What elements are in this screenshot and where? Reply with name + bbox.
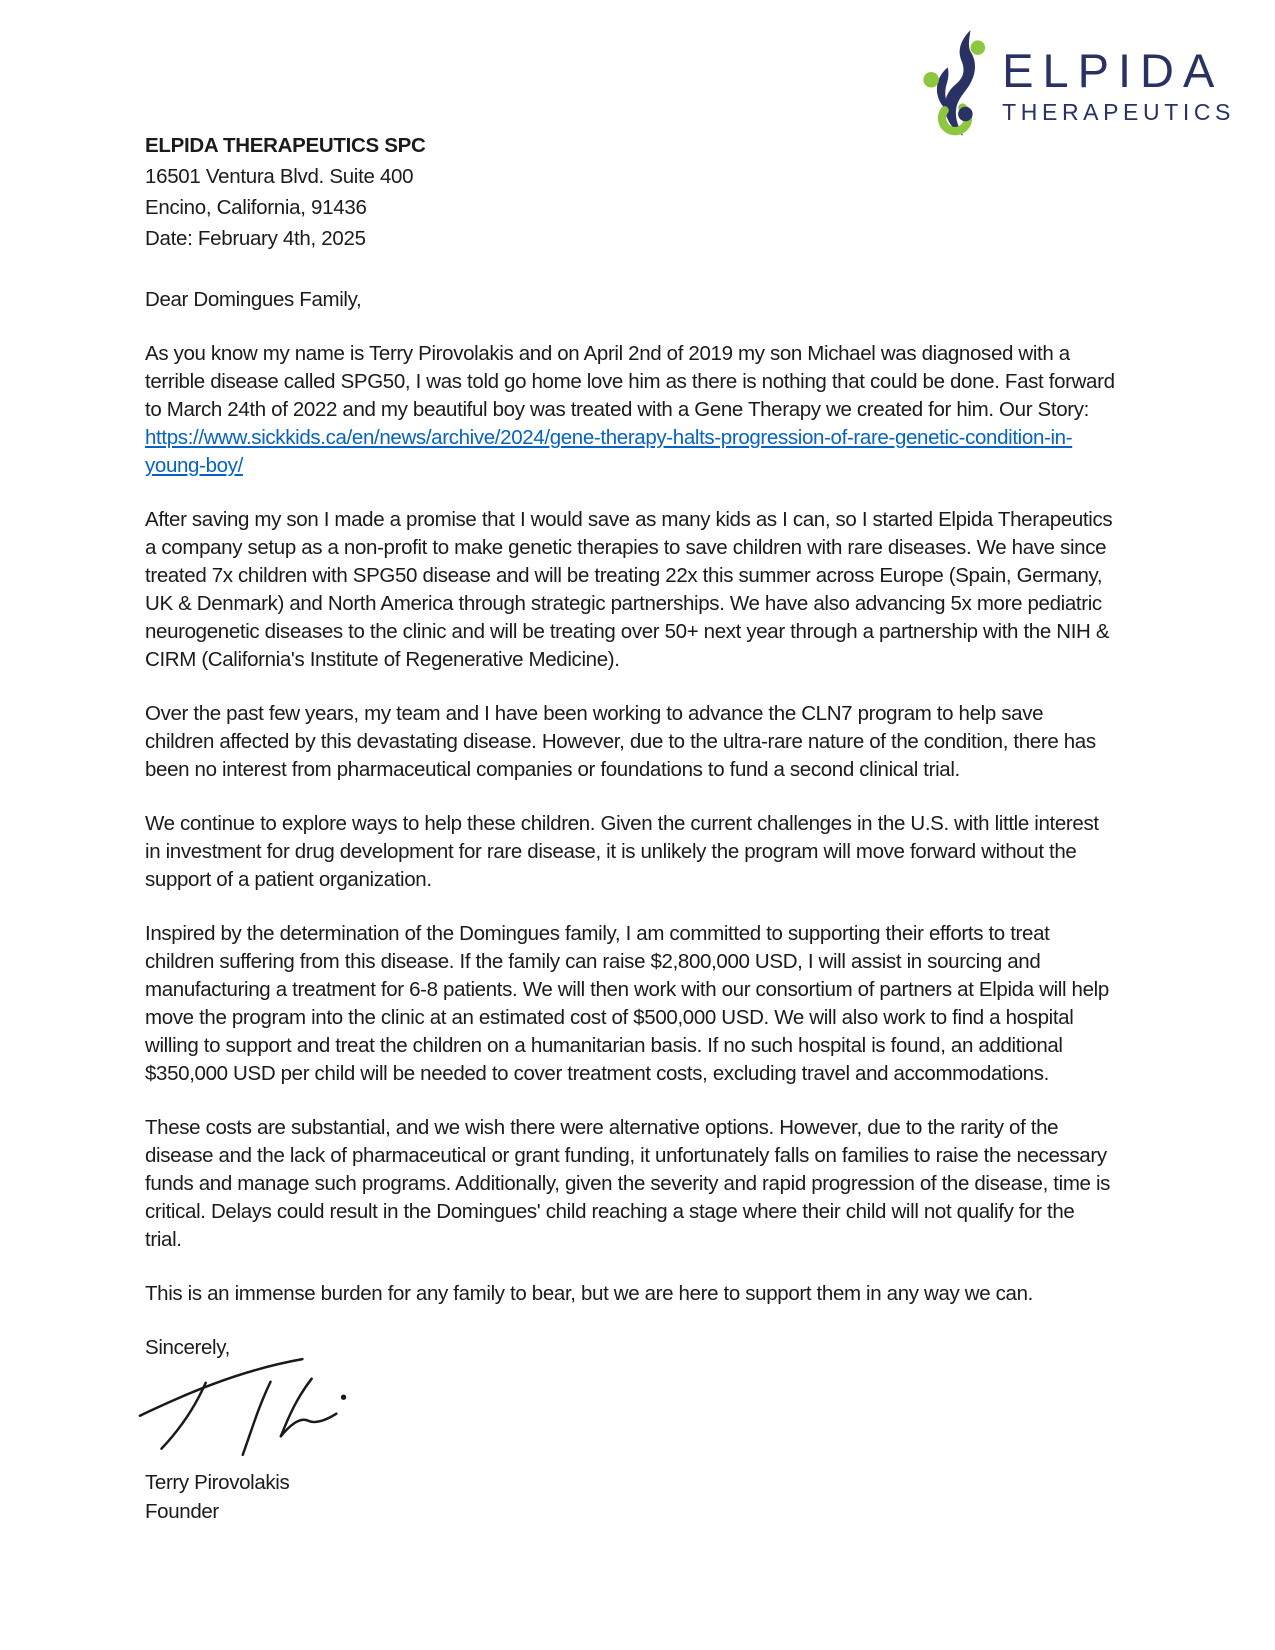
- paragraph-elpida-mission: After saving my son I made a promise that I would save as many kids as I can, so I started Elpida Therapeutics a company setup as a non-profit to make genetic therapies to save children with rare diseases. We have since treated 7x children with SPG50 disease and will be treating 22x this summer across Europe (Spain, Germany, UK & Denmark) and North America through strategic partnerships. We have also advancing 5x more pediatric neurogenetic diseases to the clinic and will be treating over 50+ next year through a partnership with the NIH & CIRM (California's Institute of Regenerative Medicine).: [145, 508, 1113, 671]
- logo-text: [1002, 46, 1235, 126]
- signer-title: Founder: [145, 1500, 219, 1523]
- logo-tagline: THERAPEUTICS: [1002, 99, 1235, 125]
- signer-name: Terry Pirovolakis: [145, 1471, 290, 1494]
- paragraph-support: This is an immense burden for any family to bear, but we are here to support them in any way we can.: [145, 1282, 1033, 1305]
- salutation: Dear Domingues Family,: [145, 288, 362, 311]
- signature-block: [145, 1468, 1115, 1526]
- sender-address-line2: Encino, California, 91436: [145, 196, 367, 219]
- letter-body: [145, 286, 1115, 1526]
- letter-date: Date: February 4th, 2025: [145, 227, 366, 250]
- sender-company: ELPIDA THERAPEUTICS SPC: [145, 134, 426, 157]
- handwritten-signature: [133, 1354, 443, 1462]
- closing: Sincerely,: [145, 1336, 230, 1359]
- our-story-link[interactable]: https://www.sickkids.ca/en/news/archive/2024/gene-therapy-halts-progression-of-rare-genetic-condition-in-young-boy/: [145, 426, 1073, 477]
- sender-block: [145, 130, 1275, 254]
- paragraph-intro: [145, 340, 1115, 480]
- paragraph-cln7-program: Over the past few years, my team and I have been working to advance the CLN7 program to help save children affected by this devastating disease. However, due to the ultra-rare nature of the condition, there has been no interest from pharmaceutical companies or foundations to fund a second clinical trial.: [145, 702, 1096, 781]
- paragraph-intro-text: As you know my name is Terry Pirovolakis and on April 2nd of 2019 my son Michael was diagnosed with a terrible disease called SPG50, I was told go home love him as there is nothing that could be done. Fast forward to March 24th of 2022 and my beautiful boy was treated with a Gene Therapy we created for him. Our Story:: [145, 342, 1115, 421]
- paragraph-cost-burden: These costs are substantial, and we wish there were alternative options. However, due to the rarity of the disease and the lack of pharmaceutical or grant funding, it unfortunately falls on families to raise the necessary funds and manage such programs. Additionally, given the severity and rapid progression of the disease, time is critical. Delays could result in the Domingues' child reaching a stage where their child will not qualify for the trial.: [145, 1116, 1111, 1251]
- paragraph-challenges: We continue to explore ways to help these children. Given the current challenges in the U.S. with little interest in investment for drug development for rare disease, it is unlikely the program will move forward without the support of a patient organization.: [145, 812, 1099, 891]
- logo-wordmark: ELPIDA: [1002, 44, 1224, 97]
- sender-address-line1: 16501 Ventura Blvd. Suite 400: [145, 165, 414, 188]
- company-logo: [922, 30, 1235, 142]
- paragraph-commitment-costs: Inspired by the determination of the Domingues family, I am committed to supporting their efforts to treat children suffering from this disease. If the family can raise $2,800,000 USD, I will assist in sourcing and manufacturing a treatment for 6-8 patients. We will then work with our consortium of partners at Elpida will help move the program into the clinic at an estimated cost of $500,000 USD. We will also work to find a hospital willing to support and treat the children on a humanitarian basis. If no such hospital is found, an additional $350,000 USD per child will be needed to cover treatment costs, excluding travel and accommodations.: [145, 922, 1109, 1085]
- elpida-logo-icon: [922, 30, 988, 142]
